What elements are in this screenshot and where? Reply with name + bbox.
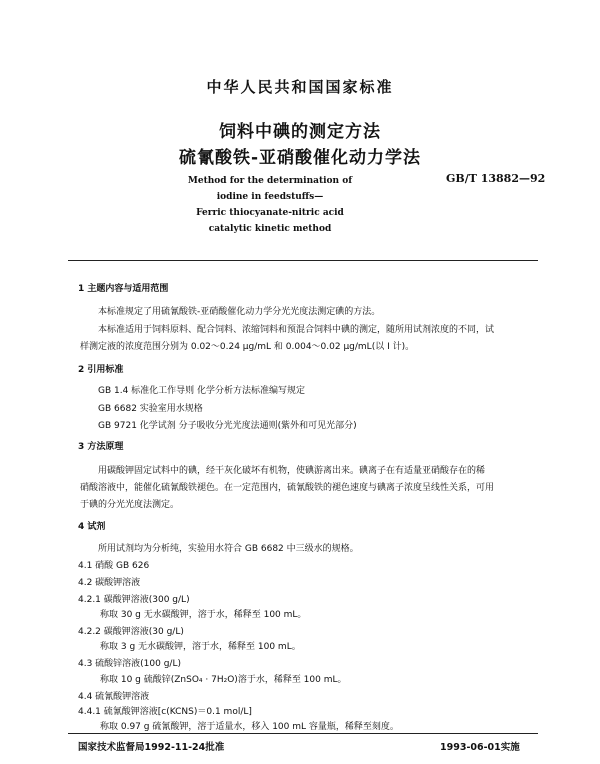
section-3-paragraph: 硝酸溶液中，能催化硫氰酸铁褪色。在一定范围内，硫氰酸铁的褪色速度与碘离子浓度呈线性关系，可用 xyxy=(80,483,495,493)
section-1-paragraph: 本标准规定了用硫氰酸铁-亚硝酸催化动力学分光光度法测定碘的方法。 xyxy=(98,307,381,317)
title-chinese-line2: 硫氰酸铁-亚硝酸催化动力学法 xyxy=(178,148,422,168)
title-english xyxy=(150,173,390,237)
reagent-description: 称取 10 g 硫酸锌(ZnSO₄ · 7H₂O)溶于水，稀释至 100 mL。 xyxy=(100,675,347,685)
section-4-heading: 4 试剂 xyxy=(78,522,106,532)
approval-date: 国家技术监督局1992-11-24批准 xyxy=(78,742,225,753)
title-english-line: catalytic kinetic method xyxy=(208,224,332,234)
title-english-line: Method for the determination of xyxy=(187,176,353,186)
section-1-paragraph: 样测定液的浓度范围分别为 0.02～0.24 μg/mL 和 0.004～0.02 μg/mL(以 I 计)。 xyxy=(80,342,415,352)
title-english-line: iodine in feedstuffs— xyxy=(216,192,324,202)
title-chinese-line1: 饲料中碘的测定方法 xyxy=(219,122,381,142)
reagent-item: 4.2.1 碳酸钾溶液(300 g/L) xyxy=(78,595,190,605)
reagent-item: 4.3 硫酸锌溶液(100 g/L) xyxy=(78,659,181,669)
standard-body-title: 中华人民共和国国家标准 xyxy=(206,78,394,96)
section-3-heading: 3 方法原理 xyxy=(78,442,124,452)
reagent-description: 称取 0.97 g 硫氰酸钾，溶于适量水，移入 100 mL 容量瓶，稀释至刻度。 xyxy=(100,722,399,732)
reagent-description: 称取 30 g 无水碳酸钾，溶于水，稀释至 100 mL。 xyxy=(100,610,307,620)
implementation-date: 1993-06-01实施 xyxy=(440,742,520,753)
header-divider xyxy=(68,260,538,261)
section-1-paragraph: 本标准适用于饲料原料、配合饲料、浓缩饲料和预混合饲料中碘的测定，随所用试剂浓度的不同，试 xyxy=(98,325,495,335)
reference-item: GB 9721 化学试剂 分子吸收分光光度法通则(紫外和可见光部分) xyxy=(98,421,357,431)
section-1-heading: 1 主题内容与适用范围 xyxy=(78,284,169,294)
section-2-heading: 2 引用标准 xyxy=(78,365,124,375)
reference-item: GB 1.4 标准化工作导则 化学分析方法标准编写规定 xyxy=(98,386,306,396)
standard-code: GB/T 13882—92 xyxy=(446,172,546,185)
reagent-description: 称取 3 g 无水碳酸钾，溶于水，稀释至 100 mL。 xyxy=(100,642,301,652)
section-3-paragraph: 用碳酸钾固定试料中的碘，经干灰化破坏有机物，使碘游离出来。碘离子在有适量亚硝酸存在的稀 xyxy=(98,466,486,476)
reference-item: GB 6682 实验室用水规格 xyxy=(98,404,203,414)
footer-divider xyxy=(68,733,538,734)
reagent-item: 4.2 碳酸钾溶液 xyxy=(78,578,141,588)
reagent-item: 4.4 硫氰酸钾溶液 xyxy=(78,692,150,702)
title-english-line: Ferric thiocyanate-nitric acid xyxy=(196,208,344,218)
reagent-item: 4.1 硝酸 GB 626 xyxy=(78,561,150,571)
section-3-paragraph: 于碘的分光光度法测定。 xyxy=(80,500,180,510)
reagent-item: 4.4.1 硫氰酸钾溶液[c(KCNS)＝0.1 mol/L] xyxy=(78,707,252,717)
reagent-item: 4.2.2 碳酸钾溶液(30 g/L) xyxy=(78,627,184,637)
section-4-intro: 所用试剂均为分析纯，实验用水符合 GB 6682 中三级水的规格。 xyxy=(98,544,359,554)
